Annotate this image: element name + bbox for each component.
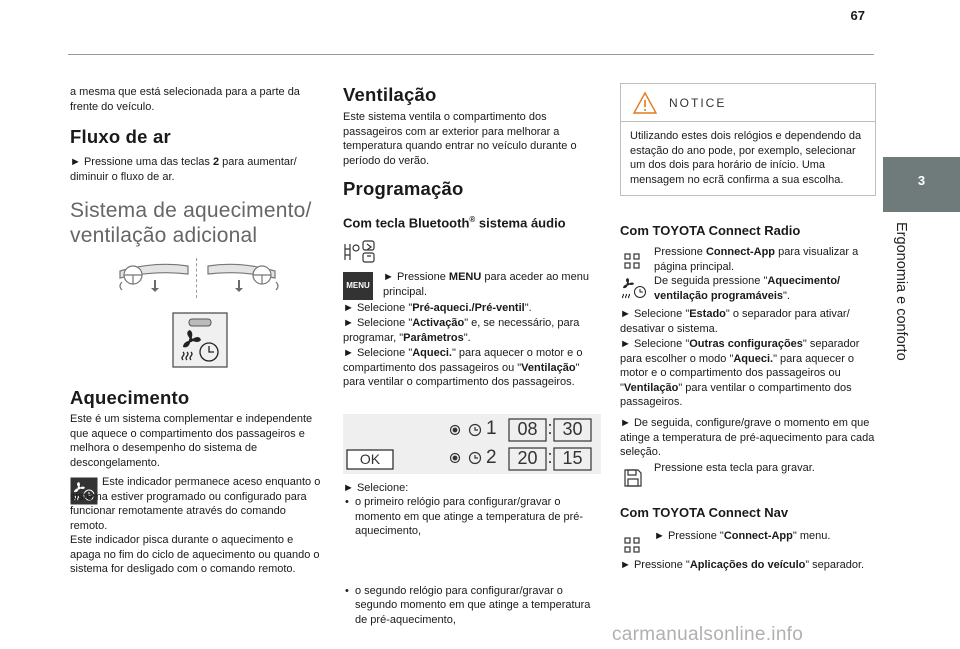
radio-step-1-text: Pressione Connect-App para visualizar a página principal. [654,246,859,273]
heading-connect-radio: Com TOYOTA Connect Radio [620,223,801,238]
radio-step-6 [620,461,878,476]
warning-triangle-icon [632,91,658,115]
chapter-tab[interactable] [883,157,960,212]
bluetooth-icon-row [343,240,601,264]
timer-1-label: 1 [486,418,497,439]
radio-step-6-text: Pressione esta tecla para gravar. [654,462,815,474]
timer-1-sep: : [547,418,553,438]
timer-1-hours[interactable]: 08 [517,419,538,439]
intro-text: a mesma que está selecionada para a parte da frente do veículo. [70,86,300,113]
radio-step-5: ► De seguida, configure/grave o momento em que atinge a temperatura de pré-aquecimento para cada seleção. [620,417,875,458]
aquecimento-text-2: Este indicador permanece aceso enquanto o sistema estiver programado ou configurado para funcionar remotamente através do comando remoto. [70,476,321,532]
step-preaqueci: ► Selecione "Pré-aqueci./Pré-ventil". [343,302,532,314]
step-aqueci: ► Selecione "Aqueci." para aquecer o motor e o compartimento dos passageiros ou "Ventilação" para ventilar o compartimento dos passageiros. [343,347,583,388]
nav-step-2: ► Pressione "Aplicações do veículo” separador. [620,559,865,571]
selecione-bullet-2: • o segundo relógio para configurar/gravar o segundo momento em que atinge a temperatura de pré-aquecimento, [343,584,601,628]
heading-aquecimento: Aquecimento [70,387,190,408]
phone-bluetooth-icon [343,240,377,264]
chapter-number: 3 [917,173,926,188]
heading-sistema: Sistema de aquecimento/ ventilação adicional [70,199,312,247]
page-number: 67 [850,8,865,23]
nav-step-1 [620,529,878,544]
car-dashboard-icon [70,256,325,298]
apps-grid-icon [624,253,640,269]
radio-step-2 [620,274,878,303]
heading-programacao: Programação [343,178,464,199]
menu-key-icon: MENU [343,272,373,300]
selecione-intro: ► Selecione: [343,482,409,494]
watermark: carmanualsonline.info [612,624,804,645]
step-activacao: ► Selecione "Activação" e, se necessário, para programar, "Parâmetros". [343,317,580,344]
chapter-title-text: Ergonomia e conforto [893,222,909,361]
timer-display [343,414,601,474]
radio-step-2-text: De seguida pressione "Aquecimento/ ventilação programáveis". [654,275,841,302]
timer-2-sep: : [547,447,553,467]
heater-indicator-illustration [172,312,228,368]
save-disk-icon [624,469,642,487]
apps-grid-icon [624,537,640,553]
radio-step-4: ► Selecione "Outras configurações" separador para escolher o modo "Aqueci." para aquecer o motor e o compartimento dos passageiros ou "Ventilação" para ventilar o compartimento dos passageiros. [620,338,860,408]
timer-2-hours[interactable]: 20 [517,448,538,468]
aquecimento-text-3: Este indicador pisca durante o aquecimento e apaga no fim do ciclo de aquecimento ou quando o sistema for desligado com o comando remoto. [70,534,320,575]
fan-heater-clock-icon [620,276,648,302]
column-middle [343,80,601,626]
aquecimento-text-1: Este é um sistema complementar e independente que aquece o compartimento dos passageiros e melhora o desempenho do sistema de descongelamento. [70,413,313,469]
dashed-separator [196,258,197,298]
menu-step-block [343,270,601,299]
fluxo-text: ► Pressione uma das teclas 2 para aumentar/ diminuir o fluxo de ar. [70,156,297,183]
radio-step-1 [620,245,878,274]
selecione-bullet-1: • o primeiro relógio para configurar/gravar o momento em que atinge a temperatura de pré-aquecimento, [343,495,601,539]
fan-heater-clock-icon [172,312,228,368]
heading-fluxo-de-ar: Fluxo de ar [70,126,171,147]
notice-text: Utilizando estes dois relógios e dependendo da estação do ano pode, por exemplo, selecionar um dos dois para horário de início. Uma mensagem no ecrã confirma a sua escolha. [630,130,862,186]
heading-bluetooth: Com tecla Bluetooth® sistema áudio [343,215,566,231]
heading-ventilacao: Ventilação [343,84,437,105]
notice-header [621,84,875,122]
notice-label: NOTICE [669,96,727,110]
timer-2-minutes[interactable]: 15 [562,448,583,468]
step-menu: ► Pressione MENU para aceder ao menu principal. [383,271,589,298]
car-dashboards-illustration [70,256,325,298]
timer-2-label: 2 [486,447,497,468]
nav-step-1-text: ► Pressione "Connect-App" menu. [654,530,831,542]
notice-box [620,83,876,196]
ok-button[interactable]: OK [359,451,381,467]
ventilacao-text: Este sistema ventila o compartimento dos passageiros com ar exterior para melhorar a temperatura quando entrar no veículo durante o período do verão. [343,111,577,167]
top-rule [68,54,874,55]
radio-step-3: ► Selecione "Estado" o separador para ativar/ desativar o sistema. [620,308,850,335]
timer-1-minutes[interactable]: 30 [562,419,583,439]
chapter-title [893,222,915,402]
heading-connect-nav: Com TOYOTA Connect Nav [620,505,789,520]
